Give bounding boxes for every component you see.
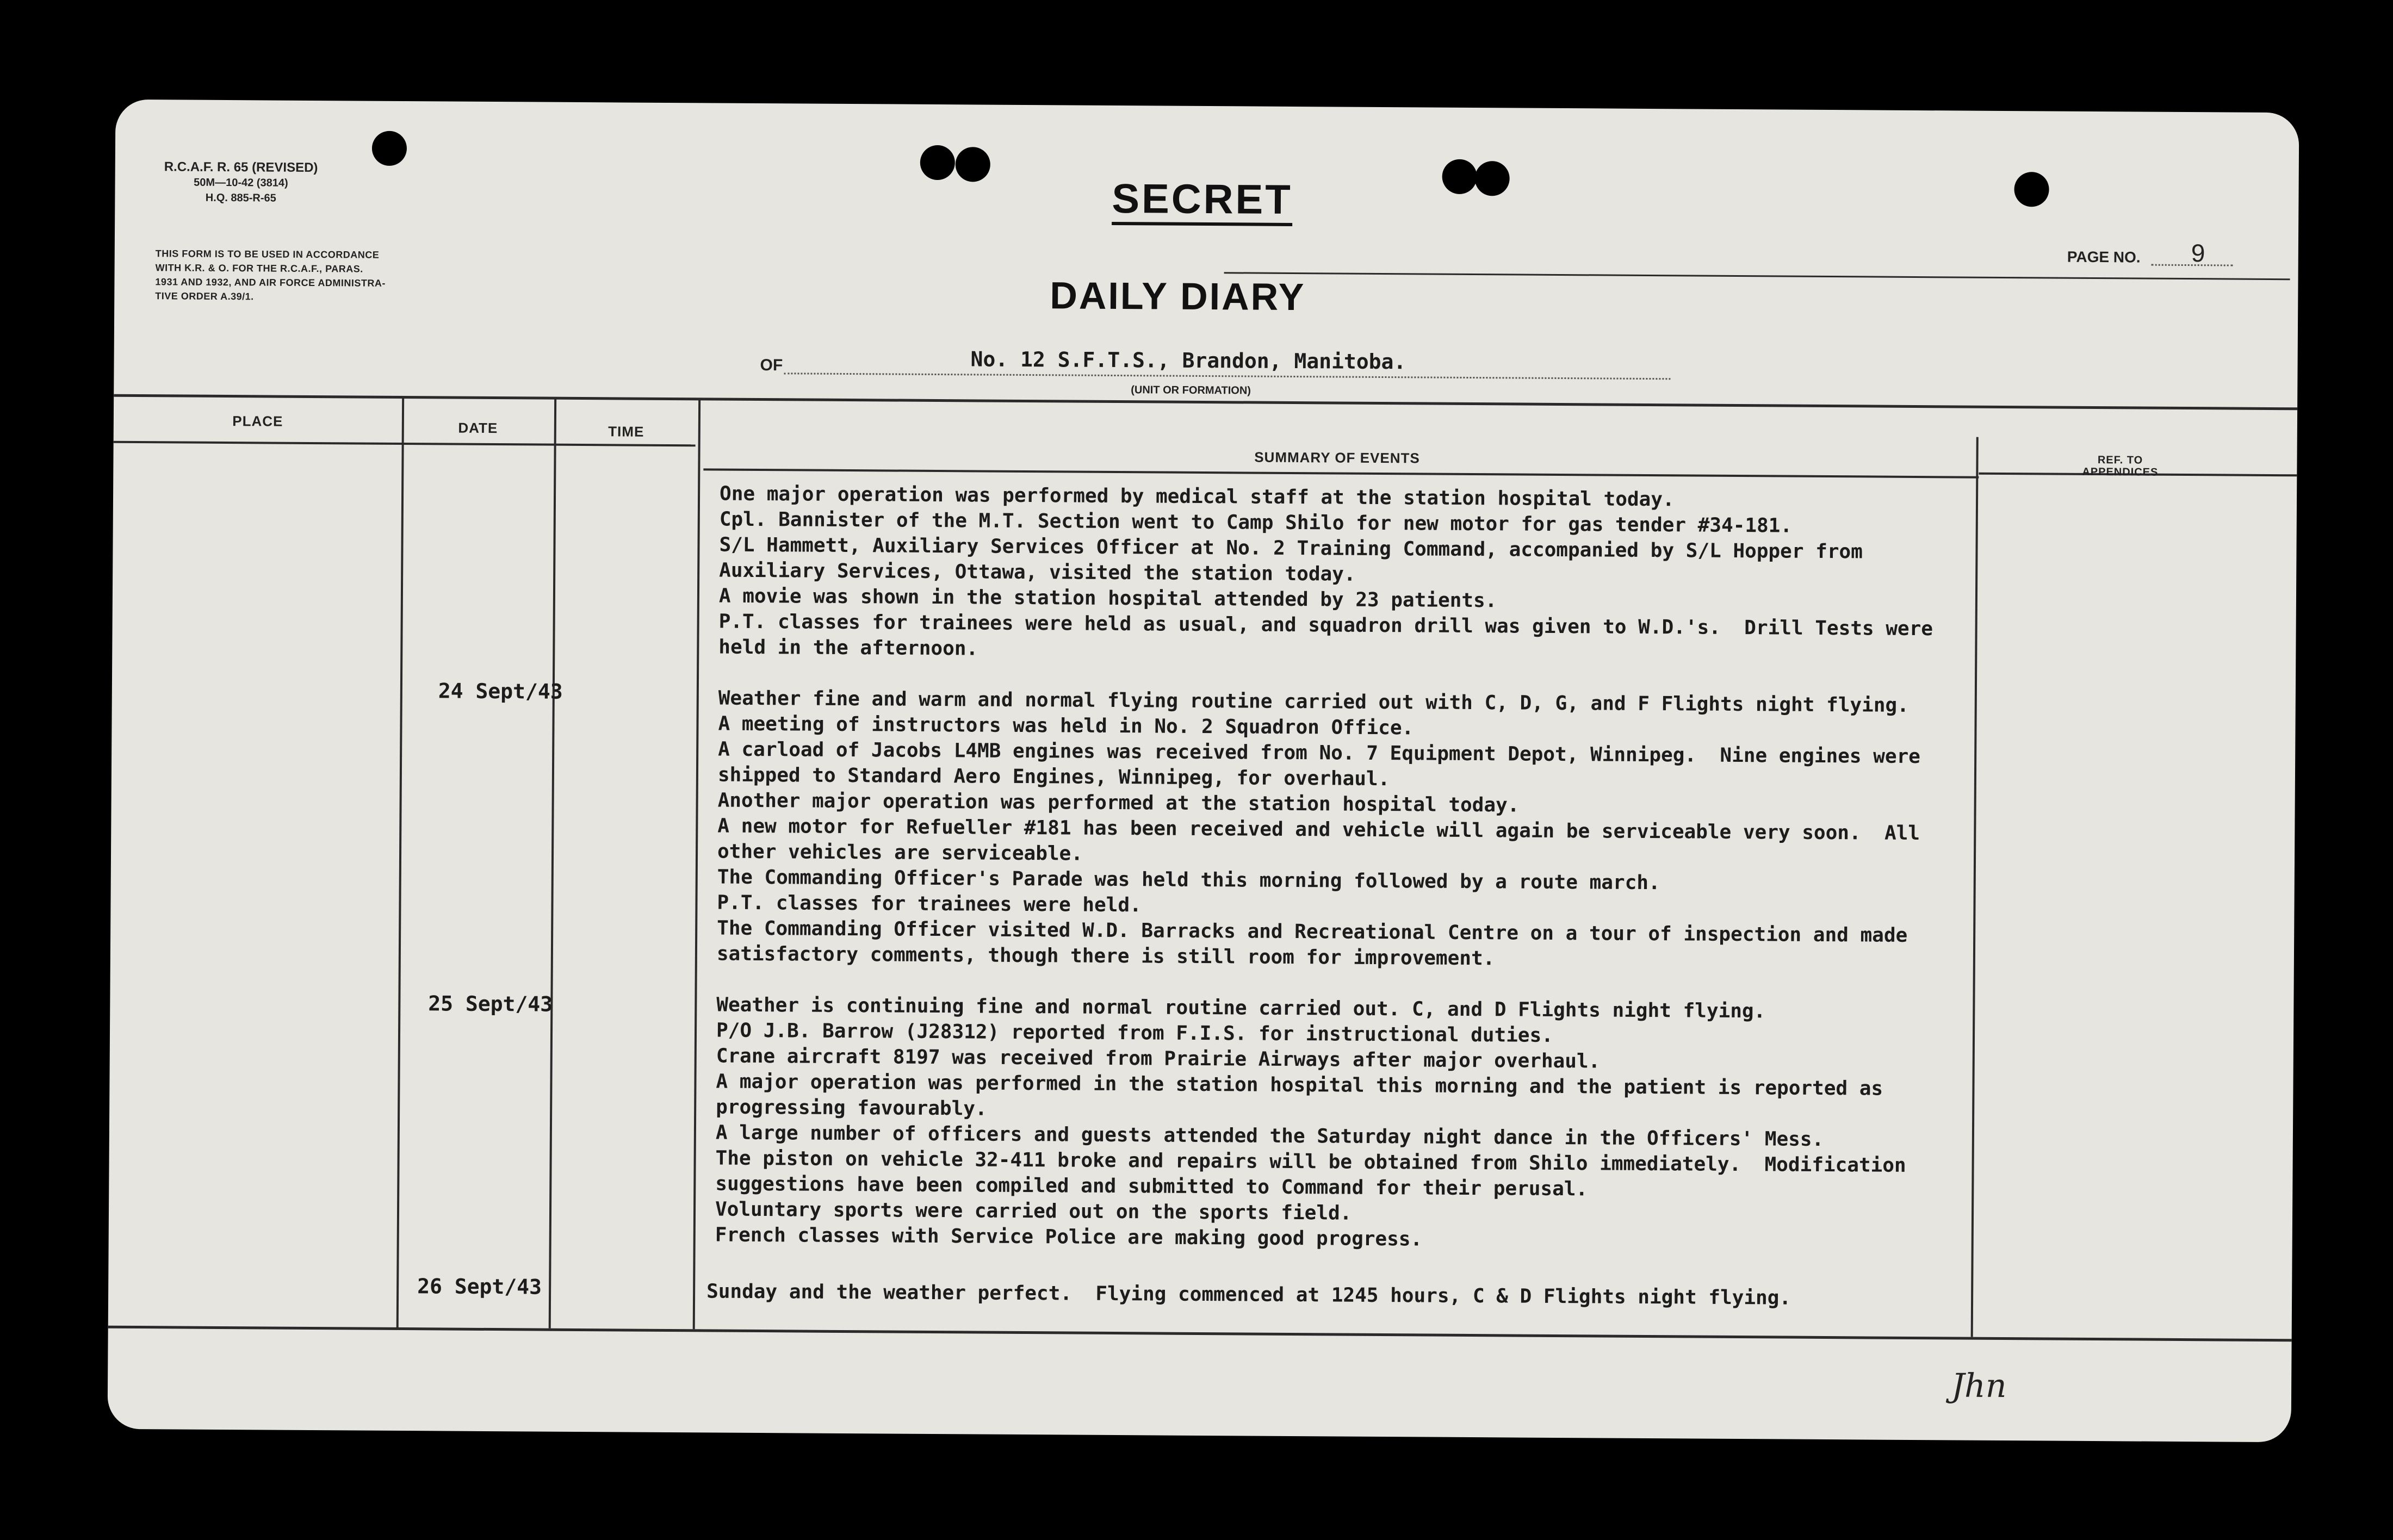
column-header-rule [703, 468, 1979, 478]
event-line: held in the afternoon. [718, 636, 978, 660]
column-header-ref: REF. TO APPENDICES [2082, 454, 2159, 479]
header-rule [1224, 272, 2290, 280]
event-line: S/L Hammett, Auxiliary Services Officer at No. 2 Training Command, accompanied by S/L Hopper from [719, 533, 1863, 563]
event-line: progressing favourably. [716, 1096, 987, 1120]
entry-date: 24 Sept/43 [438, 679, 563, 704]
punch-hole [1442, 159, 1477, 194]
column-header-date: DATE [458, 419, 498, 437]
event-line: A new motor for Refueller #181 has been received and vehicle will again be serviceable very soon. All [717, 815, 1920, 845]
event-line: The Commanding Officer's Parade was held this morning followed by a route march. [717, 866, 1660, 895]
page-title: DAILY DIARY [1050, 274, 1306, 319]
column-divider [549, 399, 556, 1328]
event-line: A carload of Jacobs L4MB engines was received from No. 7 Equipment Depot, Winnipeg. Nine engines were [718, 738, 1921, 768]
event-line: A movie was shown in the station hospital attended by 23 patients. [718, 585, 1497, 612]
column-divider [1971, 437, 1979, 1337]
event-line: One major operation was performed by medical staff at the station hospital today. [719, 482, 1675, 511]
punch-hole [920, 145, 955, 180]
entry-date: 26 Sept/43 [417, 1274, 542, 1299]
usage-notice [155, 246, 386, 305]
form-id-line: R.C.A.F. R. 65 (REVISED) [164, 159, 318, 176]
event-line: Crane aircraft 8197 was received from Prairie Airways after major overhaul. [716, 1045, 1601, 1073]
event-line: P/O J.B. Barrow (J28312) reported from F.I.S. for instructional duties. [716, 1019, 1554, 1047]
handwritten-initials: Jhn [1951, 1367, 2007, 1406]
secret-stamp: SECRET [1112, 176, 1293, 226]
unit-of-label: OF [760, 356, 783, 375]
event-line: other vehicles are serviceable. [717, 840, 1083, 865]
event-line: Voluntary sports were carried out on the sports field. [715, 1198, 1352, 1225]
event-line: suggestions have been compiled and submitted to Command for their perusal. [715, 1172, 1588, 1201]
form-id-line: 50M—10-42 (3814) [194, 176, 288, 189]
event-line: Weather is continuing fine and normal routine carried out. C, and D Flights night flying. [716, 993, 1766, 1023]
column-header-rule [114, 441, 696, 447]
event-line: The piston on vehicle 32-411 broke and repairs will be obtained from Shilo immediately. Modification [715, 1147, 1906, 1177]
column-divider [396, 398, 404, 1327]
event-line: Another major operation was performed at the station hospital today. [717, 789, 1520, 817]
event-line: French classes with Service Police are making good progress. [715, 1224, 1423, 1251]
punch-hole [372, 131, 407, 166]
notice-line: WITH K.R. & O. FOR THE R.C.A.F., PARAS. [155, 262, 363, 275]
event-line: A major operation was performed in the station hospital this morning and the patient is reported as [716, 1070, 1883, 1100]
entry-date: 25 Sept/43 [428, 991, 553, 1016]
notice-line: TIVE ORDER A.39/1. [155, 290, 254, 302]
event-line: Auxiliary Services, Ottawa, visited the station today. [719, 559, 1356, 586]
form-identifier [164, 159, 318, 206]
event-line: shipped to Standard Aero Engines, Winnipeg, for overhaul. [717, 763, 1390, 791]
column-header-place: PLACE [232, 413, 283, 430]
event-line: satisfactory comments, though there is still room for improvement. [716, 942, 1495, 970]
unit-name: No. 12 S.F.T.S., Brandon, Manitoba. [970, 347, 1406, 374]
event-line: The Commanding Officer visited W.D. Barracks and Recreational Centre on a tour of inspection and made [717, 917, 1908, 947]
column-header-summary: SUMMARY OF EVENTS [1254, 449, 1420, 467]
event-line: A meeting of instructors was held in No. 2 Squadron Office. [718, 712, 1414, 740]
punch-hole [956, 147, 990, 182]
page-number-label: PAGE NO. [2067, 248, 2141, 266]
diary-form-card [108, 100, 2299, 1442]
event-line: Weather fine and warm and normal flying routine carried out with C, D, G, and F Flights night flying. [718, 687, 1909, 717]
form-id-line: H.Q. 885-R-65 [205, 191, 276, 204]
event-line: A large number of officers and guests attended the Saturday night dance in the Officers' Mess. [715, 1121, 1824, 1151]
unit-caption: (UNIT OR FORMATION) [1131, 384, 1251, 397]
event-line: P.T. classes for trainees were held. [717, 891, 1142, 917]
summary-of-events [715, 481, 1933, 1281]
column-header-time: TIME [608, 423, 644, 440]
column-divider [693, 399, 700, 1329]
punch-hole [2014, 172, 2049, 207]
notice-line: THIS FORM IS TO BE USED IN ACCORDANCE [155, 248, 380, 260]
page-number: 9 [2191, 239, 2205, 268]
event-line: Sunday and the weather perfect. Flying commenced at 1245 hours, C & D Flights night flying. [706, 1280, 1791, 1309]
event-line: P.T. classes for trainees were held as usual, and squadron drill was given to W.D.'s. Drill Tests were [718, 610, 1933, 641]
punch-hole [1474, 161, 1509, 196]
event-line: Cpl. Bannister of the M.T. Section went to Camp Shilo for new motor for gas tender #34-181. [719, 508, 1793, 537]
table-bottom-rule [108, 1326, 2292, 1342]
notice-line: 1931 AND 1932, AND AIR FORCE ADMINISTRA- [155, 276, 386, 289]
